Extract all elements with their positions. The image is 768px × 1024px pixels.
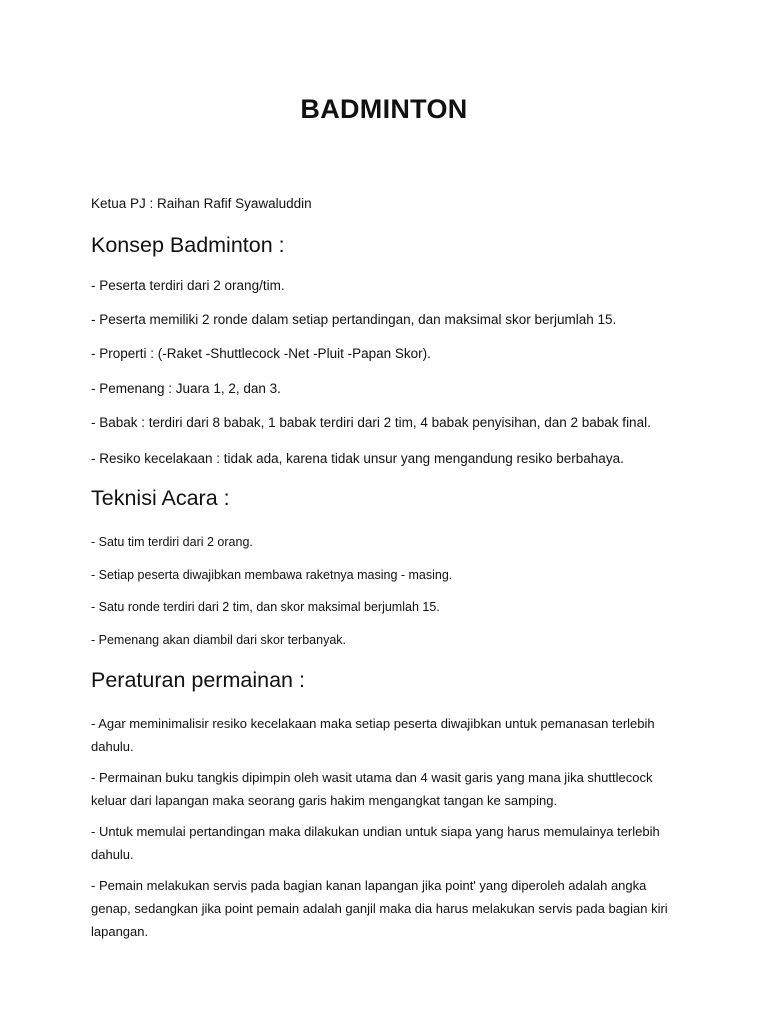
list-item: - Resiko kecelakaan : tidak ada, karena tidak unsur yang mengandung resiko berbahaya. bbox=[91, 451, 624, 466]
list-item: - Pemenang : Juara 1, 2, dan 3. bbox=[91, 381, 281, 396]
document-title: BADMINTON bbox=[300, 94, 468, 124]
section-heading: Konsep Badminton : bbox=[91, 233, 285, 257]
list-item: - Babak : terdiri dari 8 babak, 1 babak terdiri dari 2 tim, 4 babak penyisihan, dan 2 babak final. bbox=[91, 415, 651, 430]
list-item: - Peserta memiliki 2 ronde dalam setiap pertandingan, dan maksimal skor berjumlah 15. bbox=[91, 312, 617, 327]
list-item: - Untuk memulai pertandingan maka dilakukan undian untuk siapa yang harus memulainya terlebih dahulu. bbox=[91, 824, 660, 862]
list-item: - Satu tim terdiri dari 2 orang. bbox=[91, 535, 253, 549]
list-item: - Setiap peserta diwajibkan membawa raketnya masing - masing. bbox=[91, 568, 453, 582]
section-peraturan-permainan bbox=[91, 666, 691, 939]
list-item: - Peserta terdiri dari 2 orang/tim. bbox=[91, 278, 285, 293]
list-item: - Satu ronde terdiri dari 2 tim, dan skor maksimal berjumlah 15. bbox=[91, 600, 440, 614]
list-item: - Pemenang akan diambil dari skor terbanyak. bbox=[91, 633, 346, 647]
list-item: - Permainan buku tangkis dipimpin oleh wasit utama dan 4 wasit garis yang mana jika shuttlecock keluar dari lapangan maka seorang garis hakim mengangkat tangan ke samping. bbox=[91, 770, 653, 808]
leader-line: Ketua PJ : Raihan Rafif Syawaluddin bbox=[91, 196, 312, 211]
section-konsep-badminton bbox=[91, 231, 691, 466]
list-item: - Properti : (-Raket -Shuttlecock -Net -Pluit -Papan Skor). bbox=[91, 346, 431, 361]
section-teknisi-acara bbox=[91, 484, 691, 647]
list-item: - Agar meminimalisir resiko kecelakaan maka setiap peserta diwajibkan untuk pemanasan terlebih dahulu. bbox=[91, 716, 655, 754]
section-heading: Teknisi Acara : bbox=[91, 486, 230, 510]
section-heading: Peraturan permainan : bbox=[91, 668, 305, 692]
list-item: - Pemain melakukan servis pada bagian kanan lapangan jika point' yang diperoleh adalah angka genap, sedangkan jika point pemain adalah ganjil maka dia harus melakukan servis pada bagian kiri lapangan. bbox=[91, 878, 668, 939]
